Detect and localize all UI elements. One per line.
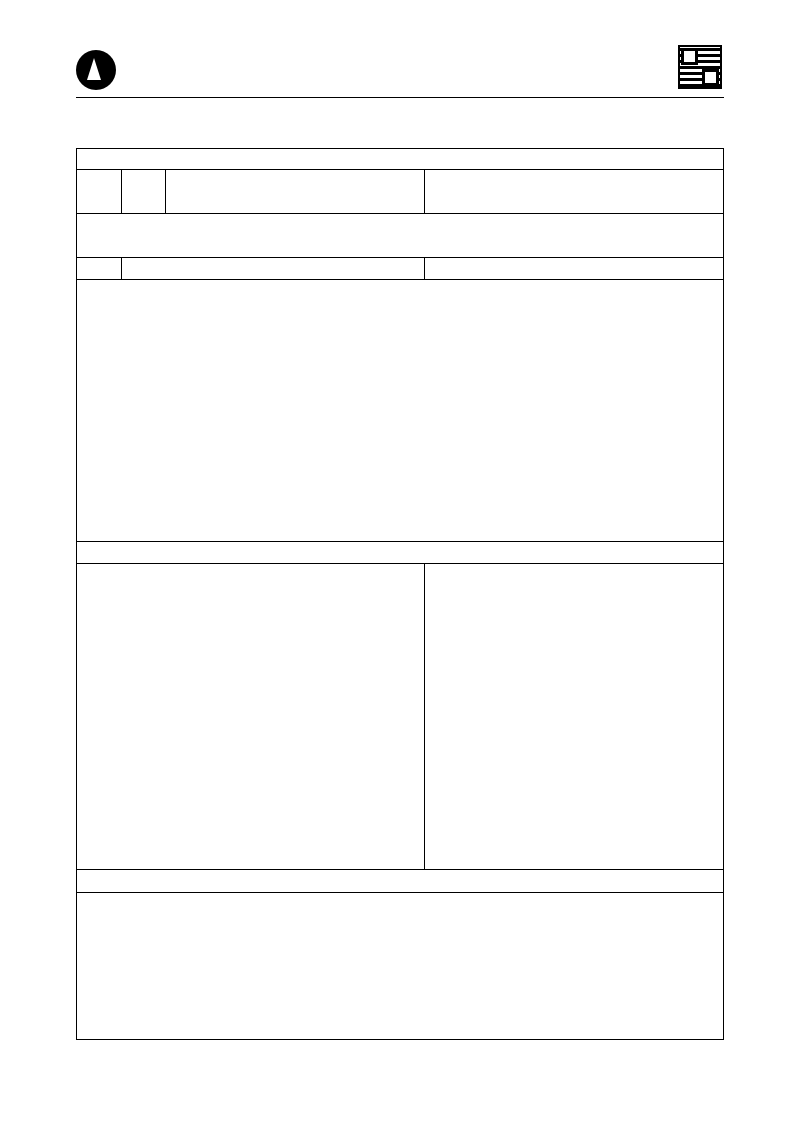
brand-logo	[76, 50, 236, 94]
row-divider	[77, 541, 723, 542]
row-divider	[77, 563, 723, 564]
row-divider	[77, 892, 723, 893]
worksheet-table	[76, 148, 724, 1040]
row-divider	[77, 213, 723, 214]
header-divider	[76, 97, 724, 98]
col-divider	[121, 257, 122, 279]
row-divider	[77, 279, 723, 280]
col-divider	[165, 169, 166, 213]
col-divider	[424, 563, 425, 869]
col-divider	[424, 257, 425, 279]
row-divider	[77, 869, 723, 870]
col-divider	[424, 169, 425, 213]
row-divider	[77, 257, 723, 258]
row-divider	[77, 169, 723, 170]
sail-logo-icon	[76, 50, 116, 90]
qr-code-icon	[678, 45, 722, 89]
col-divider	[121, 169, 122, 213]
